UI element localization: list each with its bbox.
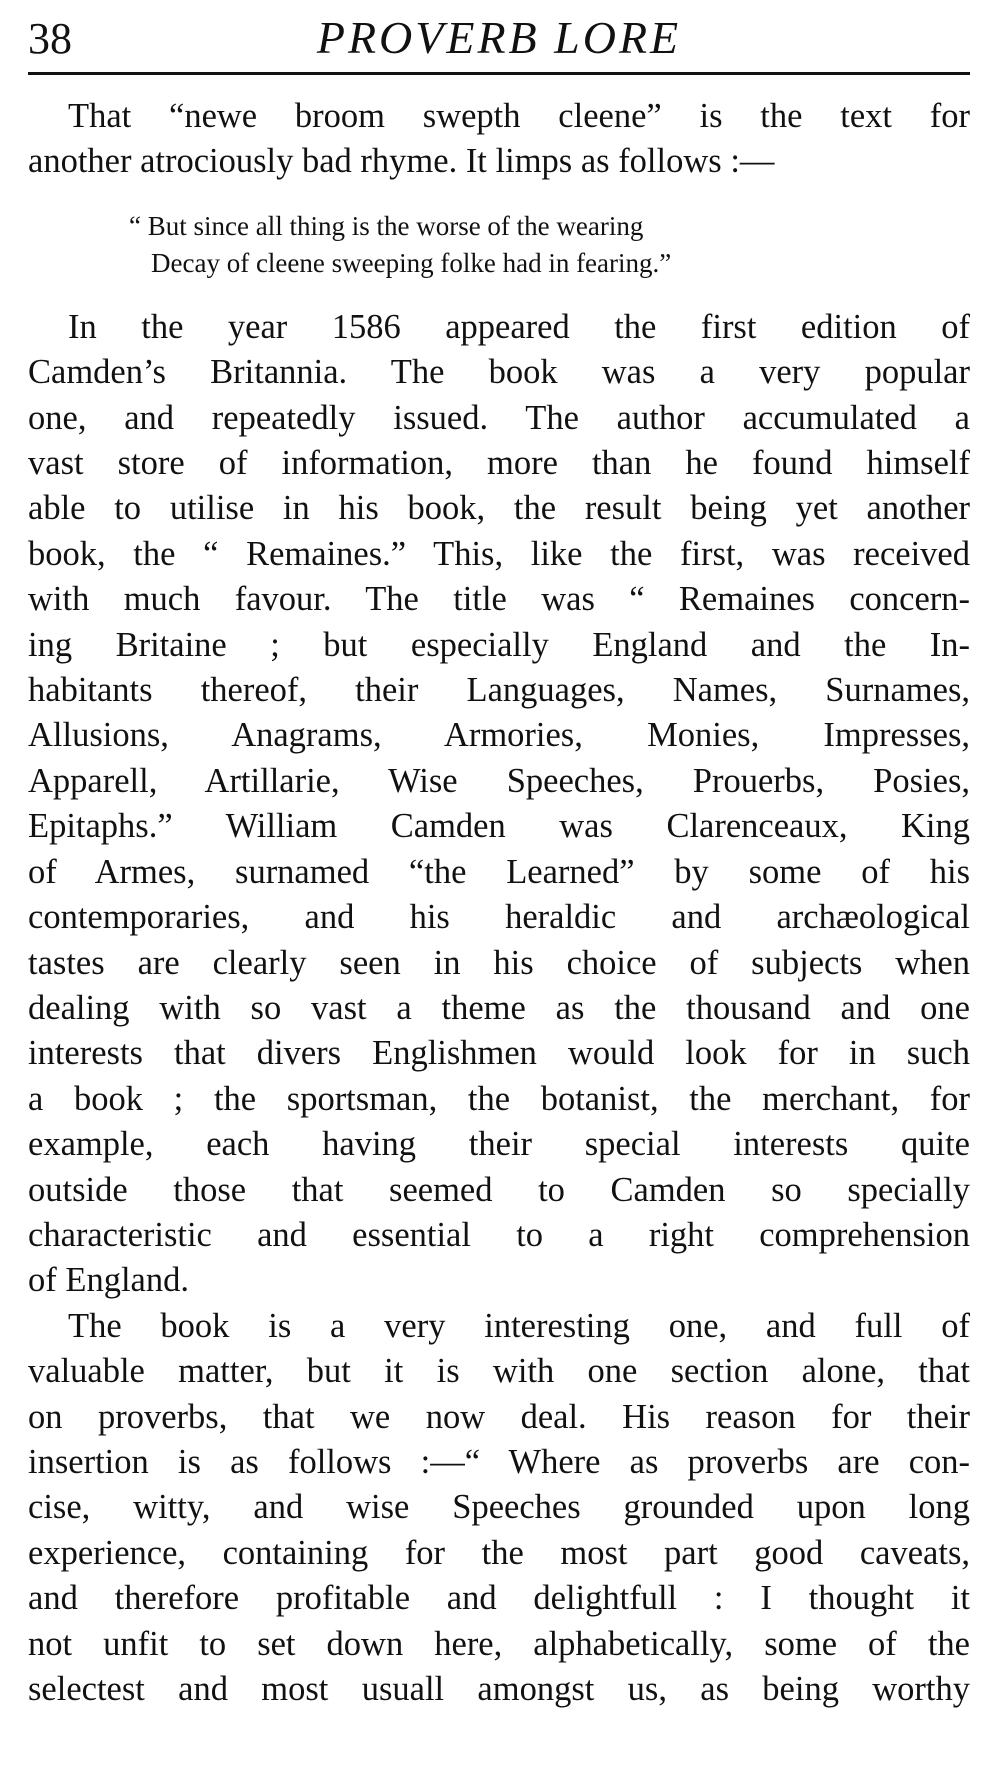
page-number: 38 xyxy=(28,14,72,63)
text-line: dealing with so vast a theme as the thousand and one xyxy=(28,988,970,1027)
text-line: not unfit to set down here, alphabetically, some of the xyxy=(28,1624,970,1663)
text-line: That “newe broom swepth cleene” is the text for xyxy=(68,97,970,135)
text-line: cise, witty, and wise Speeches grounded upon long xyxy=(28,1488,970,1527)
text-line: habitants thereof, their Languages, Names, Surnames, xyxy=(28,671,970,710)
text-line: vast store of information, more than he found himself xyxy=(28,444,970,483)
book-page xyxy=(28,0,970,1712)
text-line: characteristic and essential to a right comprehension xyxy=(28,1215,970,1254)
text-line: of Armes, surnamed “the Learned” by some of his xyxy=(28,852,970,891)
text-line: a book ; the sportsman, the botanist, the merchant, for xyxy=(28,1079,970,1118)
paragraph-2 xyxy=(28,305,970,1304)
text-line: interests that divers Englishmen would look for in such xyxy=(28,1034,970,1073)
text-line: able to utilise in his book, the result being yet another xyxy=(28,489,970,528)
text-line: valuable matter, but it is with one section alone, that xyxy=(28,1352,970,1391)
text-line: Apparell, Artillarie, Wise Speeches, Prouerbs, Posies, xyxy=(28,761,970,800)
text-line: contemporaries, and his heraldic and archæological xyxy=(28,898,970,937)
quotation-line: “ But since all thing is the worse of the wearing xyxy=(129,210,644,241)
text-line: Allusions, Anagrams, Armories, Monies, Impresses, xyxy=(28,716,970,755)
text-line: ing Britaine ; but especially England and the In- xyxy=(28,625,970,664)
text-line: example, each having their special interests quite xyxy=(28,1125,970,1164)
text-line: tastes are clearly seen in his choice of subjects when xyxy=(28,943,970,982)
paragraph-1 xyxy=(28,94,970,185)
text-line: and therefore profitable and delightfull : I thought it xyxy=(28,1579,970,1618)
text-line: The book is a very interesting one, and full of xyxy=(68,1306,970,1345)
text-line: one, and repeatedly issued. The author accumulated a xyxy=(28,398,970,437)
text-line: insertion is as follows :—“ Where as proverbs are con- xyxy=(28,1442,970,1481)
text-line: outside those that seemed to Camden so specially xyxy=(28,1170,970,1209)
text-line: selectest and most usuall amongst us, as being worthy xyxy=(28,1670,970,1708)
text-line: of England. xyxy=(28,1261,189,1300)
running-title: PROVERB LORE xyxy=(316,12,682,63)
text-line: In the year 1586 appeared the first edition of xyxy=(68,307,970,346)
paragraph-3 xyxy=(28,1304,970,1713)
text-line: experience, containing for the most part good caveats, xyxy=(28,1533,970,1572)
text-line: book, the “ Remaines.” This, like the first, was received xyxy=(28,534,970,573)
running-head xyxy=(28,0,970,75)
text-line: another atrociously bad rhyme. It limps as follows :— xyxy=(28,142,775,181)
text-line: Camden’s Britannia. The book was a very popular xyxy=(28,353,970,392)
text-line: on proverbs, that we now deal. His reason for their xyxy=(28,1397,970,1436)
text-line: with much favour. The title was “ Remaines concern- xyxy=(28,580,970,619)
verse-quotation xyxy=(129,208,970,282)
text-line: Epitaphs.” William Camden was Clarenceaux, King xyxy=(28,807,970,846)
quotation-line: Decay of cleene sweeping folke had in fearing.” xyxy=(151,247,672,278)
